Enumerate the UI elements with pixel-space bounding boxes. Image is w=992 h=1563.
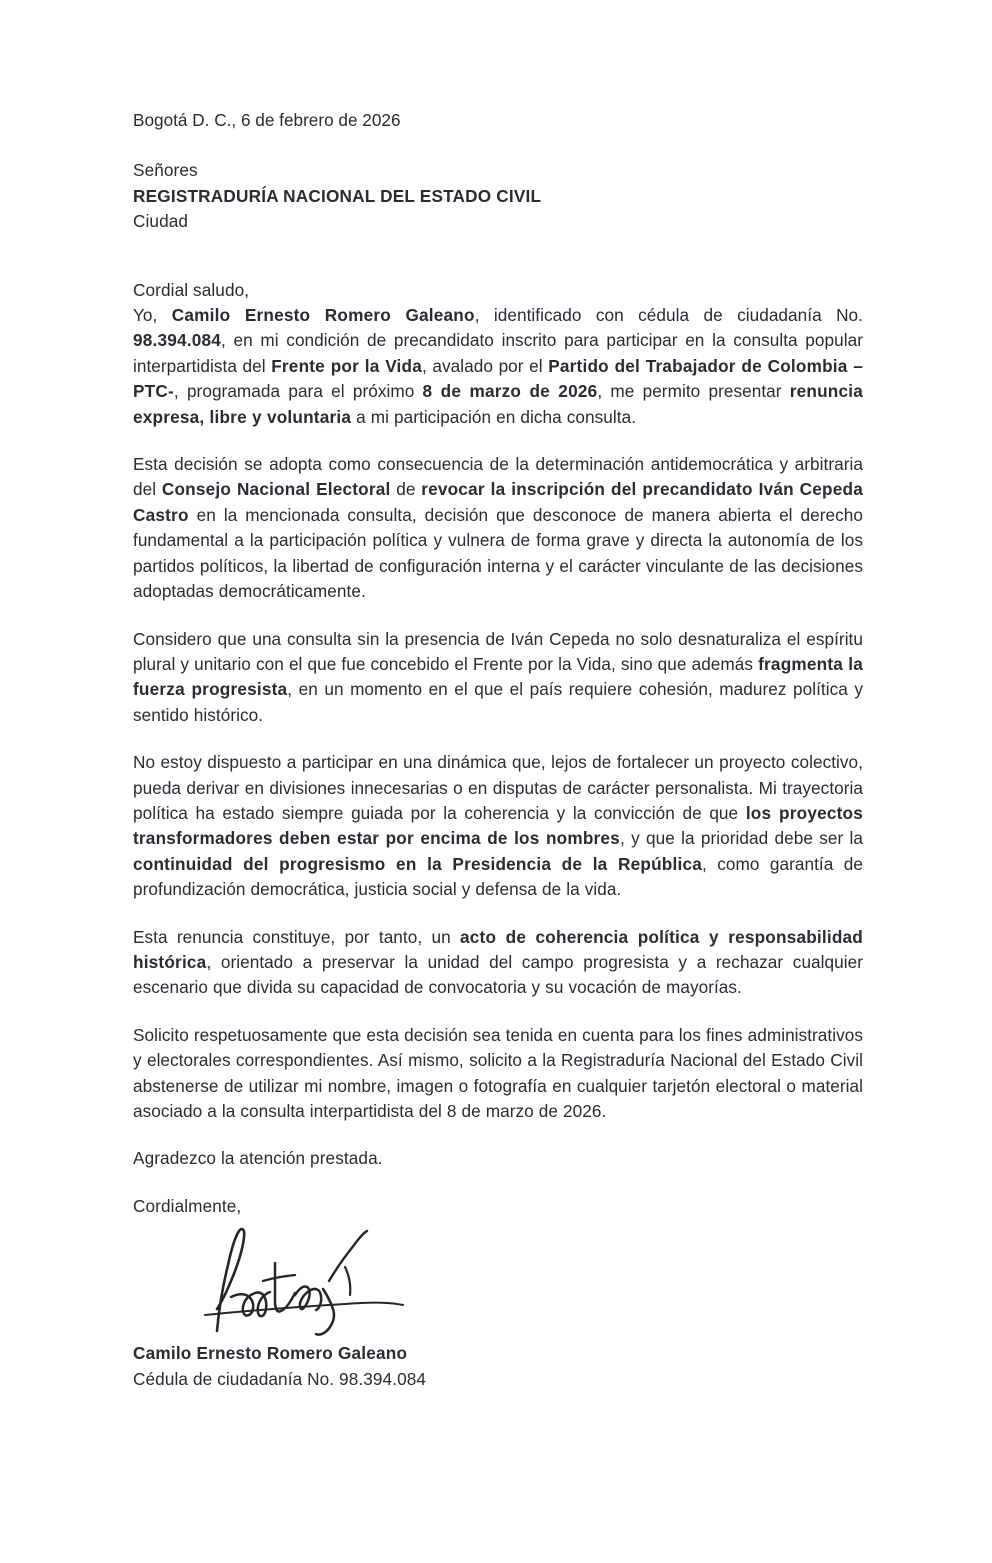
- emphasis-run: los proyectos transformadores deben estar por encima de los nombres: [133, 802, 863, 849]
- text-run: de: [390, 479, 422, 500]
- text-run: , avalado por el: [422, 355, 549, 376]
- paragraph-1: [133, 303, 863, 430]
- addressee-entity: REGISTRADURÍA NACIONAL DEL ESTADO CIVIL: [133, 185, 542, 206]
- emphasis-run: Consejo Nacional Electoral: [161, 479, 391, 500]
- paragraph-6: [133, 1023, 863, 1125]
- text-run: Solicito respetuosamente que esta decisión sea tenida en cuenta para los fines administrativos y electorales correspondientes. Así mismo, solicito a la Registraduría Nacional del Estado Civil abstenerse de utilizar mi nombre, imagen o fotografía en cualquier tarjetón electoral o material asociado a la consulta interpartidista del 8 de marzo de 2026.: [133, 1024, 863, 1121]
- paragraph-4: [133, 750, 863, 902]
- text-run: Esta renuncia constituye, por tanto, un: [133, 926, 461, 947]
- addressee-city: Ciudad: [133, 211, 189, 232]
- letter-body: [133, 108, 863, 1392]
- emphasis-run: Partido del Trabajador de Colombia –PTC-: [133, 355, 864, 402]
- emphasis-run: continuidad del progresismo en la Presidencia de la República: [133, 853, 702, 874]
- emphasis-run: fragmenta la fuerza progresista: [133, 653, 863, 700]
- closing-thanks: Agradezco la atención prestada.: [133, 1148, 383, 1169]
- text-run: , programada para el próximo: [173, 381, 423, 402]
- text-run: Yo,: [133, 305, 172, 326]
- paragraph-3: [133, 627, 863, 729]
- greeting: Cordial saludo,: [133, 279, 250, 300]
- text-run: , como garantía de profundización democrática, justicia social y defensa de la vida.: [133, 853, 863, 900]
- emphasis-run: Camilo Ernesto Romero Galeano: [171, 305, 475, 326]
- closing-valediction: Cordialmente,: [133, 1195, 242, 1216]
- handwritten-signature-icon: [195, 1223, 425, 1343]
- signer-id: Cédula de ciudadanía No. 98.394.084: [133, 1368, 427, 1389]
- addressee-block: [133, 158, 863, 234]
- text-run: , me permito presentar: [597, 381, 790, 402]
- signature-area: [133, 1223, 863, 1341]
- emphasis-run: revocar la inscripción del precandidato Iván Cepeda Castro: [133, 479, 863, 525]
- emphasis-run: 8 de marzo de 2026: [422, 381, 598, 402]
- text-run: , y que la prioridad debe ser la: [619, 828, 863, 849]
- paragraph-5: [133, 925, 863, 1001]
- paragraph-2: [133, 452, 863, 604]
- text-run: a mi participación en dicha consulta.: [351, 406, 637, 427]
- emphasis-run: acto de coherencia política y responsabilidad histórica: [133, 926, 863, 972]
- text-run: , en mi condición de precandidato inscrito para participar en la consulta popular interpartidista del: [133, 330, 863, 376]
- text-run: , orientado a preservar la unidad del campo progresista y a rechazar cualquier escenario que divida su capacidad de convocatoria y su vocación de mayorías.: [133, 951, 863, 998]
- text-run: No estoy dispuesto a participar en una dinámica que, lejos de fortalecer un proyecto colectivo, pueda derivar en divisiones innecesarias o en disputas de carácter personalista. Mi trayectoria política ha estado siempre guiada por la coherencia y la convicción de que: [133, 752, 863, 823]
- date-line: Bogotá D. C., 6 de febrero de 2026: [133, 110, 401, 130]
- text-run: en la mencionada consulta, decisión que desconoce de manera abierta el derecho fundamental a la participación política y vulnera de forma grave y directa la autonomía de los partidos políticos, la libertad de configuración interna y el carácter vinculante de las decisiones adoptadas democráticamente.: [133, 504, 863, 602]
- signer-name: Camilo Ernesto Romero Galeano: [133, 1343, 408, 1364]
- text-run: , identificado con cédula de ciudadanía No.: [474, 305, 863, 326]
- addressee-salutation: Señores: [133, 160, 198, 181]
- emphasis-run: 98.394.084: [133, 330, 222, 351]
- emphasis-run: Frente por la Vida: [271, 355, 422, 376]
- text-run: , en un momento en el que el país requiere cohesión, madurez política y sentido histórico.: [133, 679, 863, 725]
- emphasis-run: renuncia expresa, libre y voluntaria: [133, 381, 863, 427]
- signer-block: [133, 1341, 863, 1392]
- text-run: Considero que una consulta sin la presencia de Iván Cepeda no solo desnaturaliza el espíritu plural y unitario con el que fue concebido el Frente por la Vida, sino que además: [133, 628, 863, 674]
- text-run: Esta decisión se adopta como consecuencia de la determinación antidemocrática y arbitraria del: [133, 454, 863, 500]
